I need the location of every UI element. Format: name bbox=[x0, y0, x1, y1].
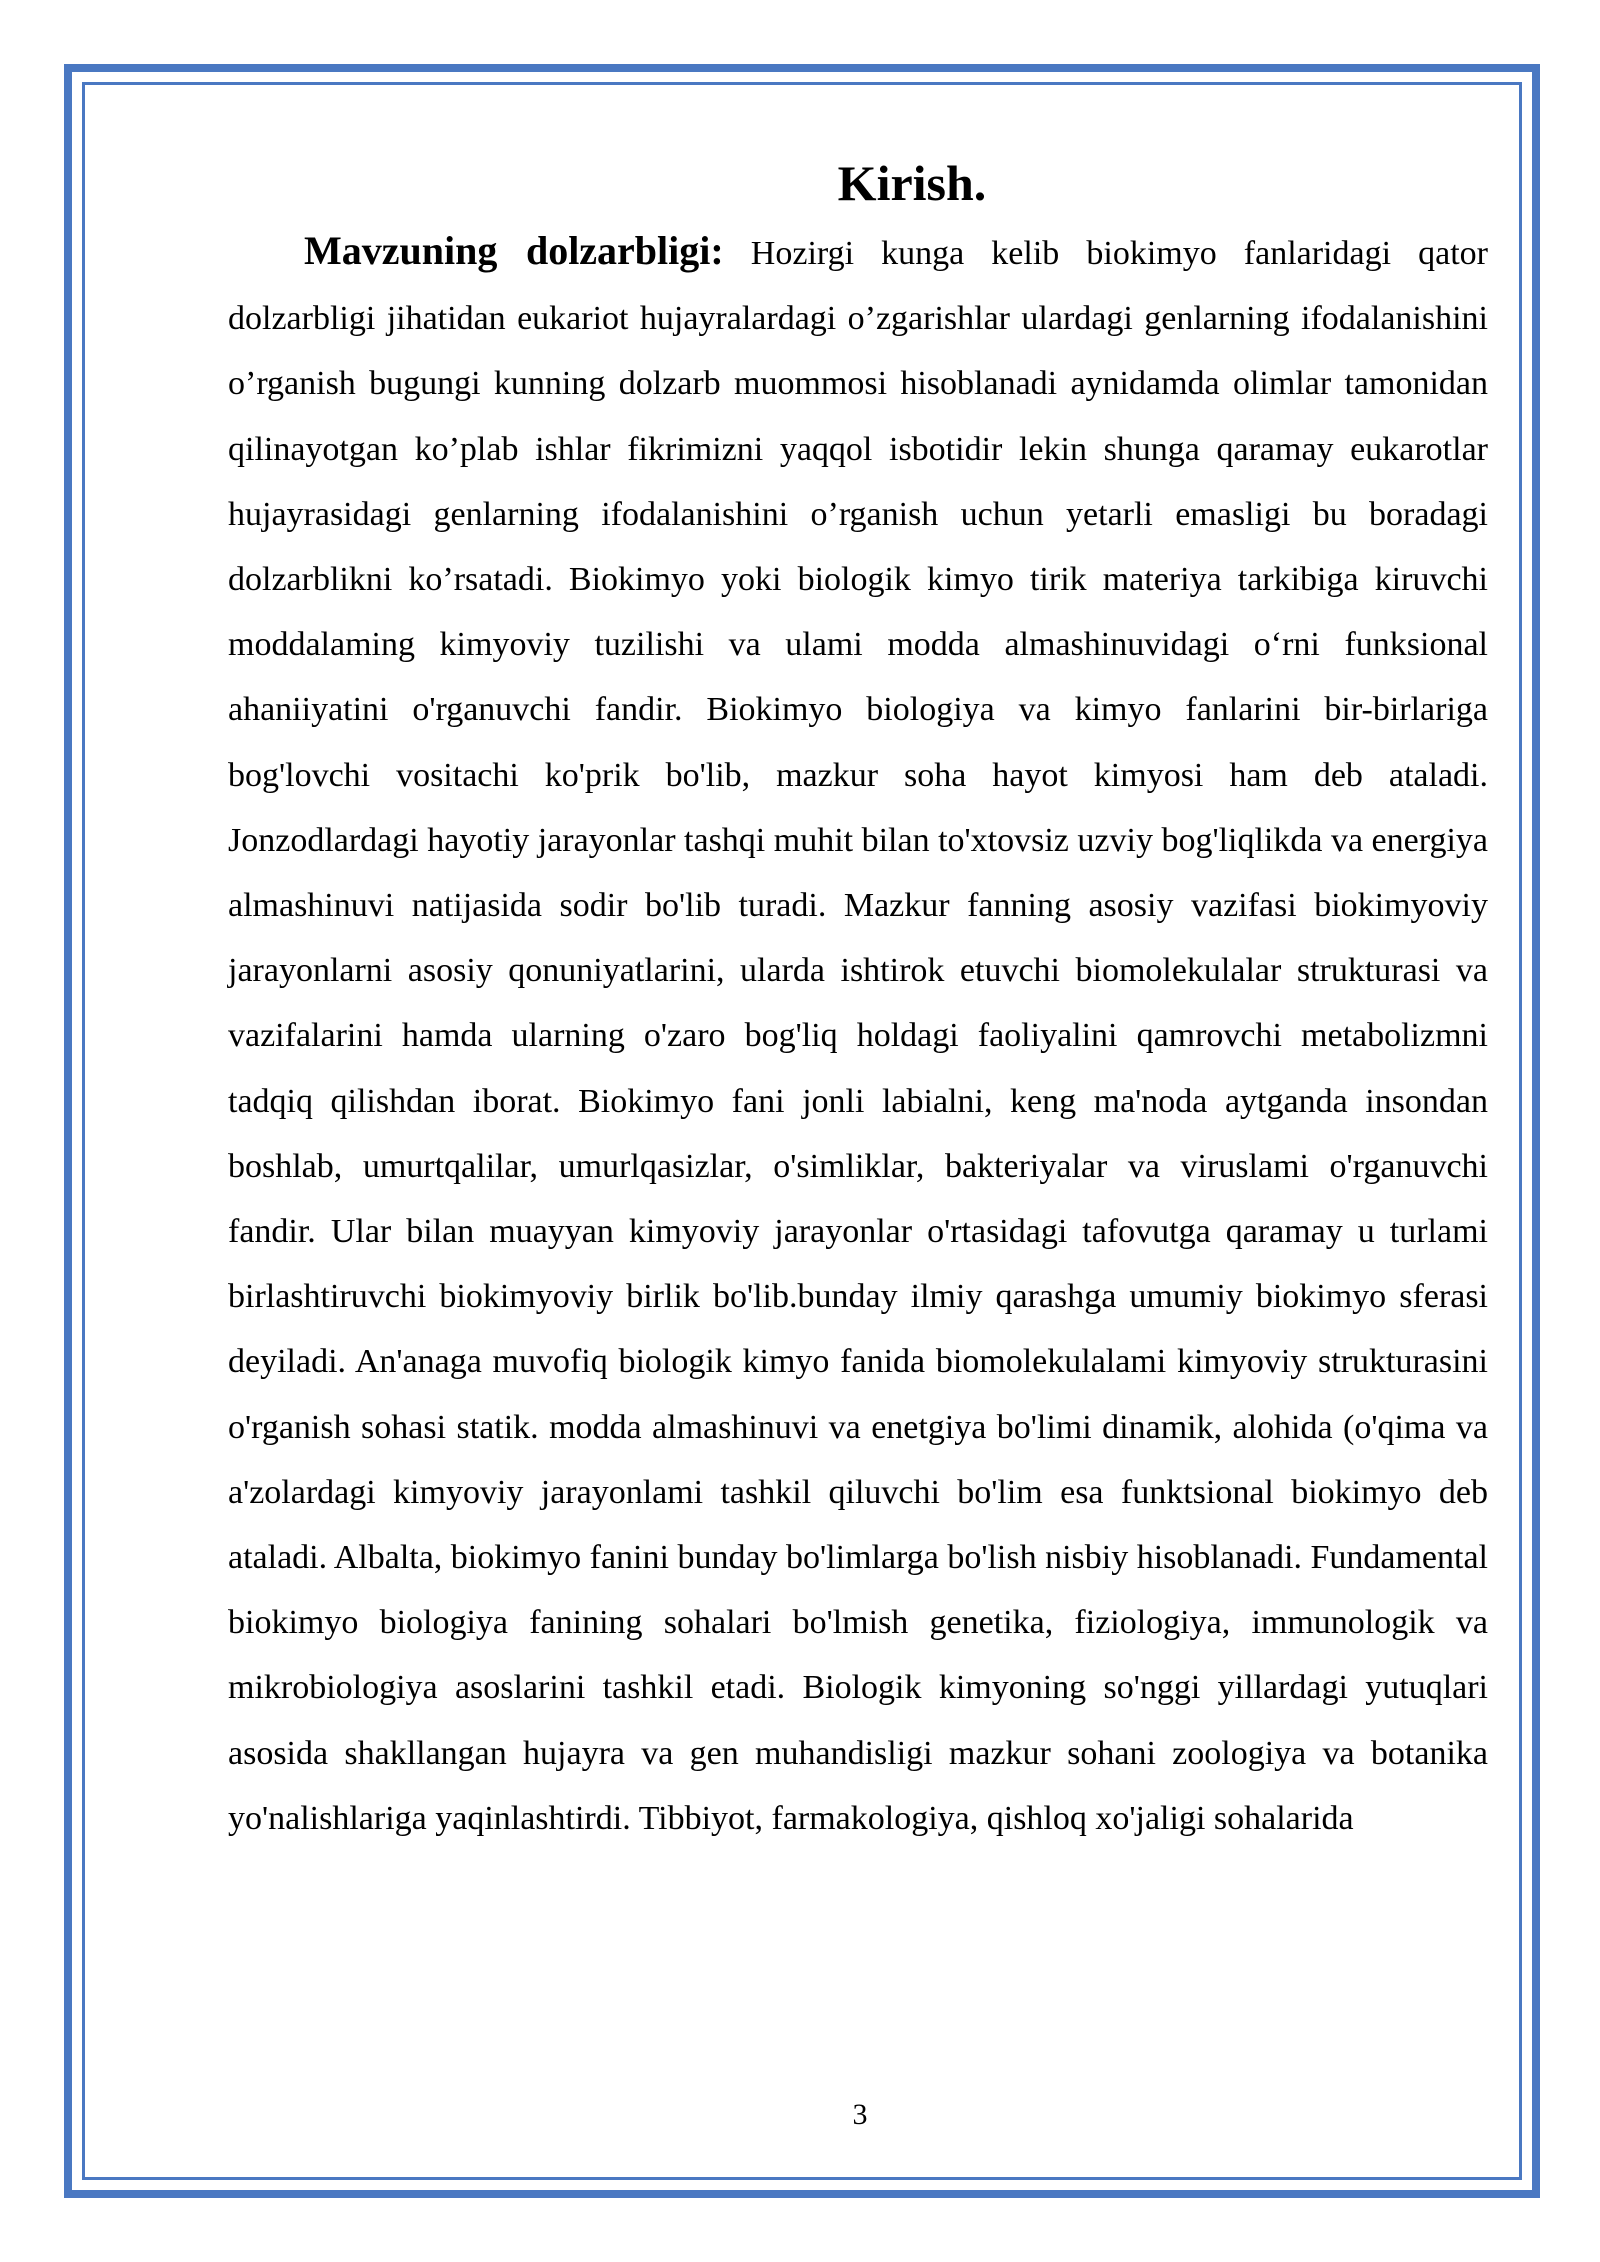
page-content bbox=[228, 148, 1488, 1851]
body-paragraph bbox=[228, 218, 1488, 1851]
page-number: 3 bbox=[852, 2098, 868, 2131]
page-title: Kirish. bbox=[837, 155, 987, 211]
body-text: Hozirgi kunga kelib biokimyo fanlaridagi qator dolzarbligi jihatidan eukariot hujayralardagi o’zgarishlar ulardagi genlarning ifodalanishini o’rganish bugungi kunning dolzarb muommosi hisoblanadi aynidamda olimlar tamonidan qilinayotgan ko’plab ishlar fikrimizni yaqqol isbotidir lekin shunga qaramay eukarotlar hujayrasidagi genlarning ifodalanishini o’rganish uchun yetarli emasligi bu boradagi dolzarblikni ko’rsatadi. Biokimyo yoki biologik kimyo tirik materiya tarkibiga kiruvchi moddalaming kimyoviy tuzilishi va ulami modda almashinuvidagi o‘rni funksional ahaniiyatini o'rganuvchi fandir. Biokimyo biologiya va kimyo fanlarini bir-birlariga bog'lovchi vositachi ko'prik bo'lib, mazkur soha hayot kimyosi ham deb ataladi. Jonzodlardagi hayotiy jarayonlar tashqi muhit bilan to'xtovsiz uzviy bog'liqlikda va energiya almashinuvi natijasida sodir bo'lib turadi. Mazkur fanning asosiy vazifasi biokimyoviy jarayonlarni asosiy qonuniyatlarini, ularda ishtirok etuvchi biomolekulalar strukturasi va vazifalarini hamda ularning o'zaro bog'liq holdagi faoliyalini qamrovchi metabolizmni tadqiq qilishdan iborat. Biokimyo fani jonli labialni, keng ma'noda aytganda insondan boshlab, umurtqalilar, umurlqasizlar, o'simliklar, bakteriyalar va viruslami o'rganuvchi fandir. Ular bilan muayyan kimyoviy jarayonlar o'rtasidagi tafovutga qaramay u turlami birlashtiruvchi biokimyoviy birlik bo'lib.bunday ilmiy qarashga umumiy biokimyo sferasi deyiladi. An'anaga muvofiq biologik kimyo fanida biomolekulalami kimyoviy strukturasini o'rganish sohasi statik. modda almashinuvi va enetgiya bo'limi dinamik, alohida (o'qima va a'zolardagi kimyoviy jarayonlami tashkil qiluvchi bo'lim esa funktsional biokimyo deb ataladi. Albalta, biokimyo fanini bunday bo'limlarga bo'lish nisbiy hisoblanadi. Fundamental biokimyo biologiya fanining sohalari bo'lmish genetika, fiziologiya, immunologik va mikrobiologiya asoslarini tashkil etadi. Biologik kimyoning so'nggi yillardagi yutuqlari asosida shakllangan hujayra va gen muhandisligi mazkur sohani zoologiya va botanika yo'nalishlariga yaqinlashtirdi. Tibbiyot, farmakologiya, qishloq xo'jaligi sohalarida bbox=[228, 235, 1488, 1837]
lead-label: Mavzuning dolzarbligi: bbox=[304, 228, 724, 273]
